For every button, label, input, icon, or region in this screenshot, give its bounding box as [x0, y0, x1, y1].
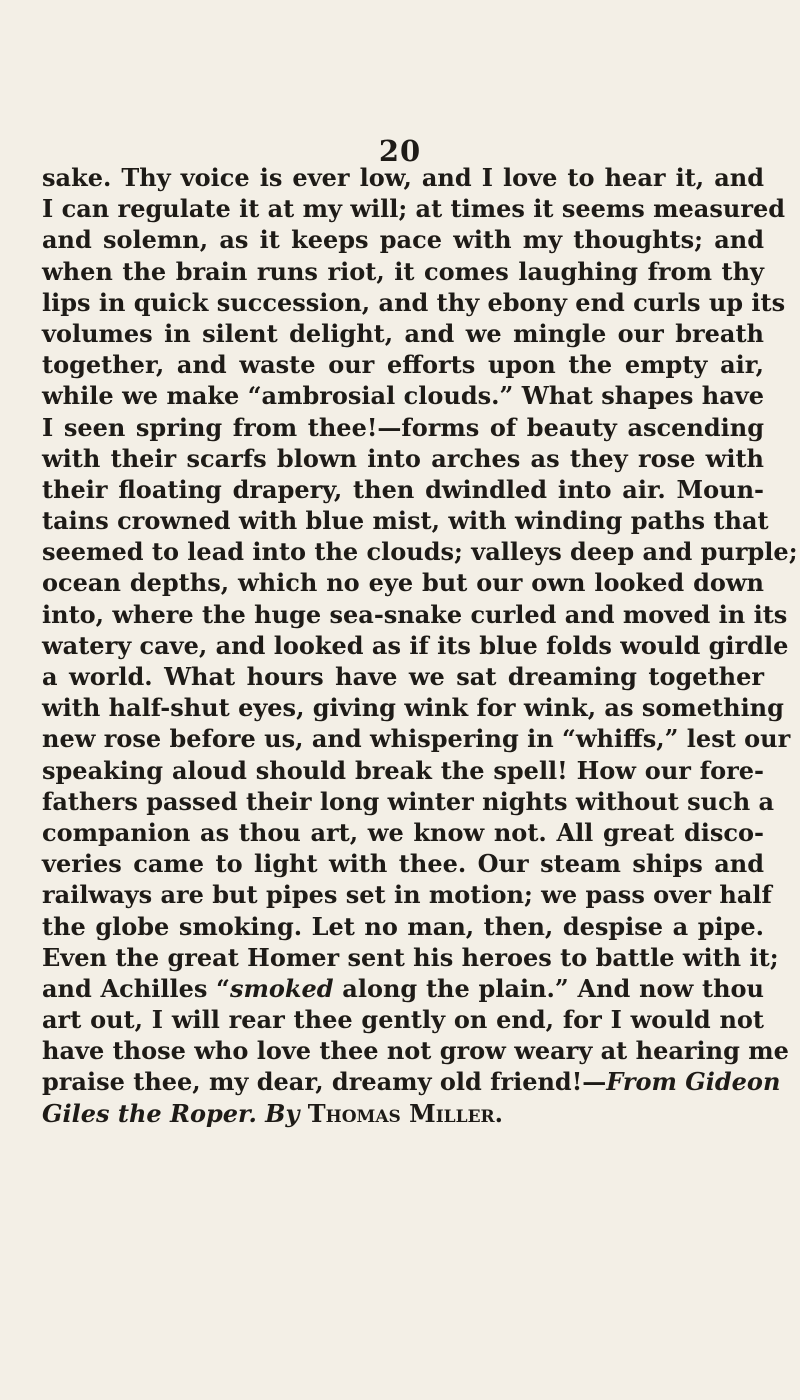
text-segment: seemed to lead into the clouds; valleys deep and purple;: [42, 537, 798, 567]
body-text: [42, 162, 798, 1129]
text-line: [42, 505, 769, 536]
text-segment: while we make “ambrosial clouds.” What shapes have: [42, 381, 764, 411]
text-line: [42, 193, 786, 224]
text-line: [42, 723, 791, 754]
text-segment: fathers passed their long winter nights without such a: [42, 786, 775, 816]
text-line: [42, 942, 779, 973]
text-line: [42, 1066, 781, 1097]
text-line: [42, 817, 764, 848]
text-segment: I seen spring from thee!—forms of beauty ascending: [42, 412, 764, 442]
text-segment: [299, 1099, 307, 1128]
text-segment: tains crowned with blue mist, with winding paths that: [42, 506, 769, 536]
text-line: [42, 380, 764, 411]
text-line: [42, 911, 764, 942]
text-line: [42, 786, 775, 817]
text-line: [42, 879, 772, 910]
text-line: [42, 1098, 764, 1129]
text-line: [42, 755, 764, 786]
text-line: [42, 661, 764, 692]
text-segment: veries came to light with thee. Our steam ships and: [42, 849, 764, 879]
text-segment: art out, I will rear thee gently on end, for I would not: [42, 1005, 764, 1035]
text-line: [42, 599, 788, 630]
text-line: [42, 567, 764, 598]
text-segment: lips in quick succession, and thy ebony end curls up its: [42, 287, 786, 317]
text-line: [42, 162, 764, 193]
text-segment: companion as thou art, we know not. All great disco-: [42, 817, 764, 847]
text-segment: new rose before us, and whispering in “whiffs,” lest our: [42, 724, 791, 754]
text-segment: Giles the Roper. By: [42, 1098, 300, 1128]
text-segment: railways are but pipes set in motion; we pass over half: [42, 880, 772, 910]
text-line: [42, 224, 764, 255]
text-segment: together, and waste our efforts upon the empty air,: [42, 350, 764, 380]
text-segment: along the plain.” And now thou: [333, 973, 764, 1003]
text-segment: Thomas Miller.: [307, 1098, 504, 1128]
text-segment: the globe smoking. Let no man, then, despise a pipe.: [42, 911, 764, 941]
text-segment: into, where the huge sea-snake curled and moved in its: [42, 599, 788, 629]
text-line: [42, 318, 764, 349]
text-segment: their floating drapery, then dwindled into air. Moun-: [42, 474, 764, 504]
text-line: [42, 692, 784, 723]
text-line: [42, 630, 789, 661]
text-line: [42, 287, 786, 318]
text-segment: and solemn, as it keeps pace with my thoughts; and: [42, 225, 764, 255]
text-line: [42, 536, 798, 567]
text-segment: ocean depths, which no eye but our own looked down: [42, 568, 764, 598]
text-segment: praise thee, my dear, dreamy old friend!—: [42, 1067, 607, 1097]
text-line: [42, 412, 764, 443]
text-segment: a world. What hours have we sat dreaming together: [42, 662, 764, 691]
text-segment: From Gideon: [606, 1067, 781, 1097]
text-line: [42, 443, 764, 474]
text-segment: Even the great Homer sent his heroes to battle with it;: [42, 942, 779, 972]
text-line: [42, 256, 764, 287]
text-segment: with their scarfs blown into arches as they rose with: [42, 443, 764, 473]
page-number: 20: [378, 134, 422, 168]
text-segment: I can regulate it at my will; at times it seems measured: [42, 194, 786, 224]
text-segment: smoked: [229, 973, 334, 1003]
text-segment: speaking aloud should break the spell! How our fore-: [42, 755, 764, 785]
text-segment: sake. Thy voice is ever low, and I love to hear it, and: [42, 163, 764, 192]
text-segment: volumes in silent delight, and we mingle our breath: [42, 318, 764, 348]
text-line: [42, 973, 764, 1004]
text-segment: and Achilles “: [42, 973, 230, 1003]
text-line: [42, 1004, 764, 1035]
text-segment: watery cave, and looked as if its blue folds would girdle: [42, 630, 789, 660]
text-line: [42, 474, 764, 505]
text-line: [42, 848, 764, 879]
text-segment: with half-shut eyes, giving wink for wink, as something: [42, 693, 784, 723]
text-line: [42, 349, 764, 380]
text-line: [42, 1035, 789, 1066]
text-segment: when the brain runs riot, it comes laughing from thy: [42, 256, 764, 286]
text-segment: have those who love thee not grow weary at hearing me: [42, 1036, 789, 1066]
